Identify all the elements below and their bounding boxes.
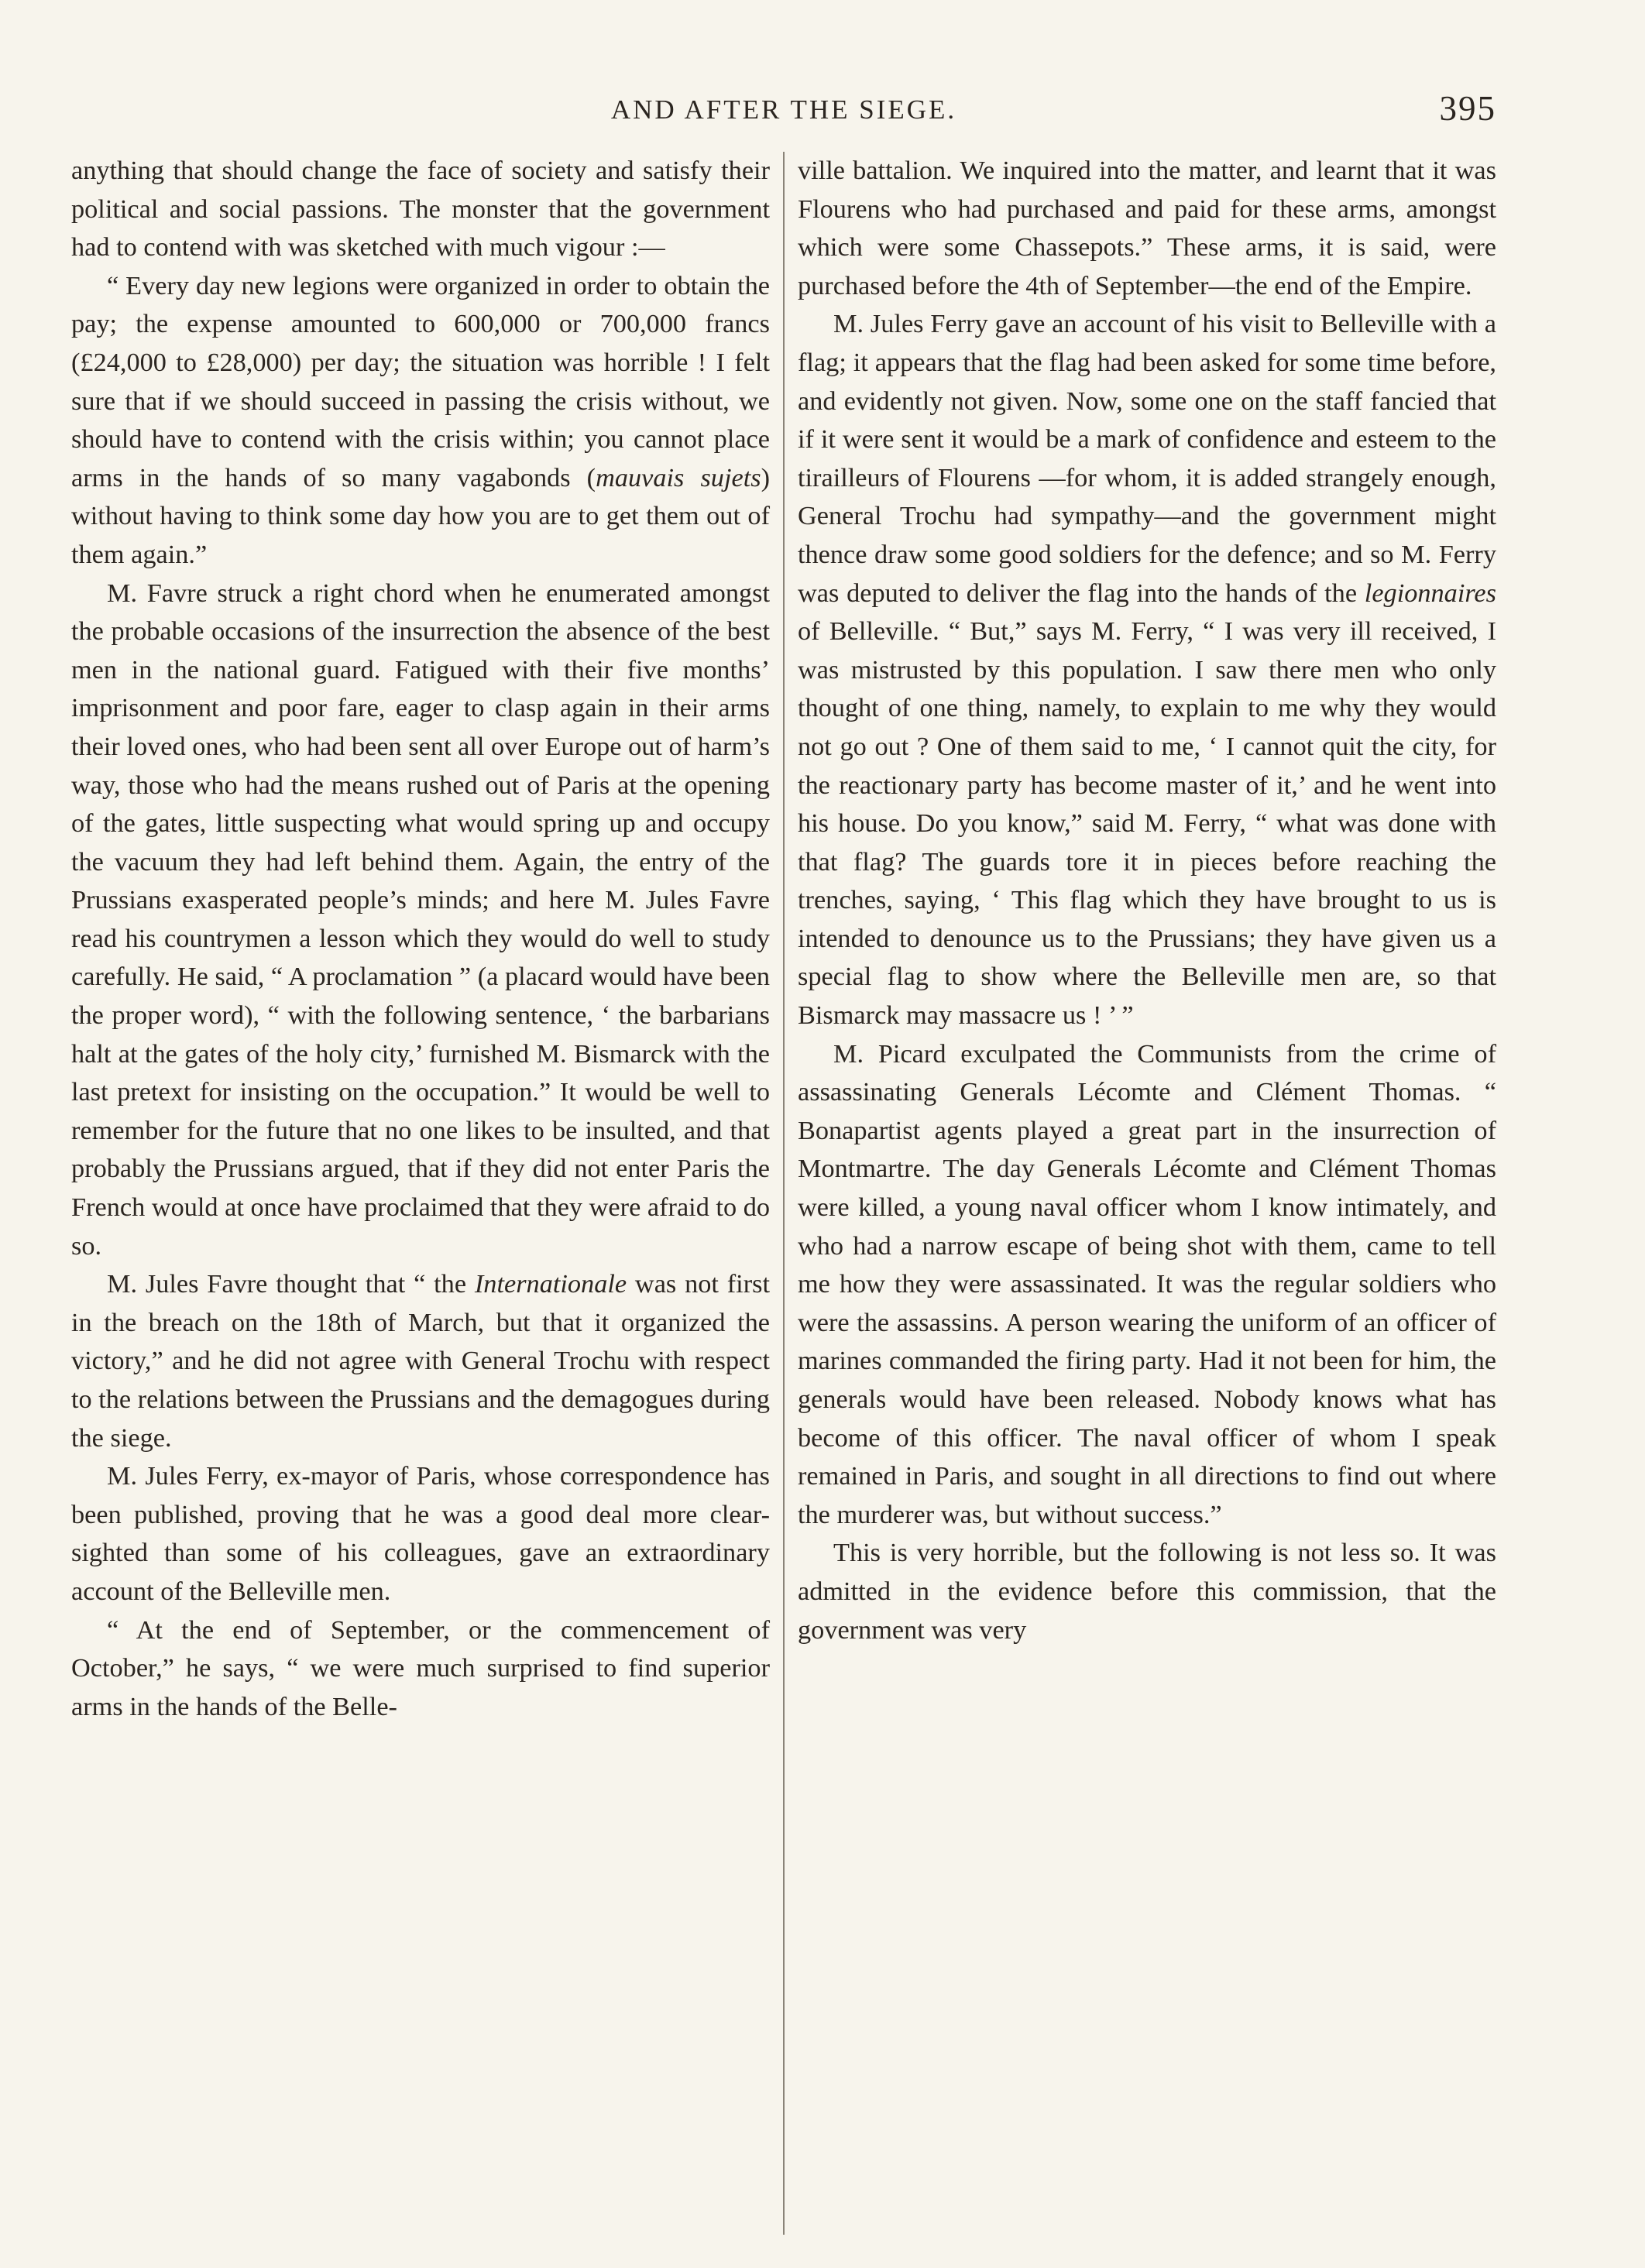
text-span: M. Jules Ferry gave an account of his visit to Belleville with a flag; it appears that the flag had been asked for some time before, and evidently not given. Now, some one on the staff fancied that if it were sent it would be a mark of confidence and esteem to the tirailleurs of Flourens —for whom, it is added strangely enough, General Trochu had sympathy—and the government might thence draw some good soldiers for the defence; and so M. Ferry was deputed to deliver the flag into the hands of the <box>798 309 1496 608</box>
italic-text: Internationale <box>474 1269 627 1299</box>
paragraph <box>71 1265 770 1457</box>
left-column <box>71 152 770 1726</box>
paragraph: M. Jules Ferry, ex-mayor of Paris, whose correspondence has been published, proving that he was a good deal more clear-sighted than some of his colleagues, gave an extraordinary account of the Belleville men. <box>71 1461 770 1606</box>
text-span: was not first in the breach on the 18th of March, but that it organized the victory,” and he did not agree with General Trochu with respect to the relations between the Prussians and the demagogues during the siege. <box>71 1269 770 1453</box>
running-head <box>71 87 1496 133</box>
text-span: “ Every day new legions were organized in order to obtain the pay; the expense amounted to 600,000 or 700,000 francs (£24,000 to £28,000) per day; the situation was horrible ! I felt sure that if we should succeed in passing the crisis without, we should have to contend with the crisis within; you cannot place arms in the hands of so many vagabonds ( <box>71 270 770 492</box>
column-divider <box>783 152 785 2235</box>
text-span: M. Jules Favre thought that “ the <box>107 1269 475 1299</box>
text-span: ) without having to think some day how you are to get them out of them again.” <box>71 462 770 569</box>
text-span: of Belleville. “ But,” says M. Ferry, “ I was very ill received, I was mistrusted by this population. I saw there men who only thought of one thing, namely, to explain to me why they would not go out ? One of them said to me, ‘ I cannot quit the city, for the reactionary party has become master of it,’ and he went into his house. Do you know,” said M. Ferry, “ what was done with that flag? The guards tore it in pieces before reaching the trenches, saying, ‘ This flag which they have brought to us is intended to denounce us to the Prussians; they have given us a special flag to show where the Belleville men are, so that Bismarck may massacre us ! ’ ” <box>798 616 1496 1031</box>
paragraph: M. Picard exculpated the Communists from the crime of assassinating Generals Lécomte and Clément Thomas. “ Bonapartist agents played a great part in the insurrection of Montmartre. The day Generals Lécomte and Clément Thomas were killed, a young naval officer whom I know intimately, and who had a narrow escape of being shot with them, came to tell me how they were assassinated. It was the regular soldiers who were the assassins. A person wearing the uniform of an officer of marines commanded the firing party. Had it not been for him, the generals would have been released. Nobody knows what has become of this officer. The naval officer of whom I speak remained in Paris, and sought in all directions to find out where the murderer was, but without success.” <box>798 1038 1496 1529</box>
paragraph: anything that should change the face of society and satisfy their political and social passions. The monster that the government had to contend with was sketched with much vigour :— <box>71 156 770 262</box>
right-column <box>798 152 1496 1649</box>
running-title: AND AFTER THE SIEGE. <box>610 94 957 125</box>
page-number: 395 <box>1439 89 1496 128</box>
paragraph <box>798 305 1496 1034</box>
paragraph: ville battalion. We inquired into the matter, and learnt that it was Flourens who had purchased and paid for these arms, amongst which were some Chassepots.” These arms, it is said, were purchased before the 4th of September—the end of the Empire. <box>798 156 1496 300</box>
italic-text: mauvais sujets <box>596 462 761 492</box>
paragraph: M. Favre struck a right chord when he enumerated amongst the probable occasions of the insurrection the absence of the best men in the national guard. Fatigued with their five months’ imprisonment and poor fare, eager to clasp again in their arms their loved ones, who had been sent all over Europe out of harm’s way, those who had the means rushed out of Paris at the opening of the gates, little suspecting what would spring up and occupy the vacuum they had left behind them. Again, the entry of the Prussians exasperated people’s minds; and here M. Jules Favre read his countrymen a lesson which they would do well to study carefully. He said, “ A proclamation ” (a placard would have been the proper word), “ with the following sentence, ‘ the barbarians halt at the gates of the holy city,’ furnished M. Bismarck with the last pretext for insisting on the occupation.” It would be well to remember for the future that no one likes to be insulted, and that probably the Prussians argued, that if they did not enter Paris the French would at once have proclaimed that they were afraid to do so. <box>71 578 770 1261</box>
italic-text: legionnaires <box>1364 578 1496 608</box>
paragraph: This is very horrible, but the following is not less so. It was admitted in the evidence before this commission, that the government was very <box>798 1538 1496 1645</box>
paragraph: “ At the end of September, or the commencement of October,” he says, “ we were much surprised to find superior arms in the hands of the Belle- <box>71 1614 770 1721</box>
paragraph <box>71 267 770 575</box>
